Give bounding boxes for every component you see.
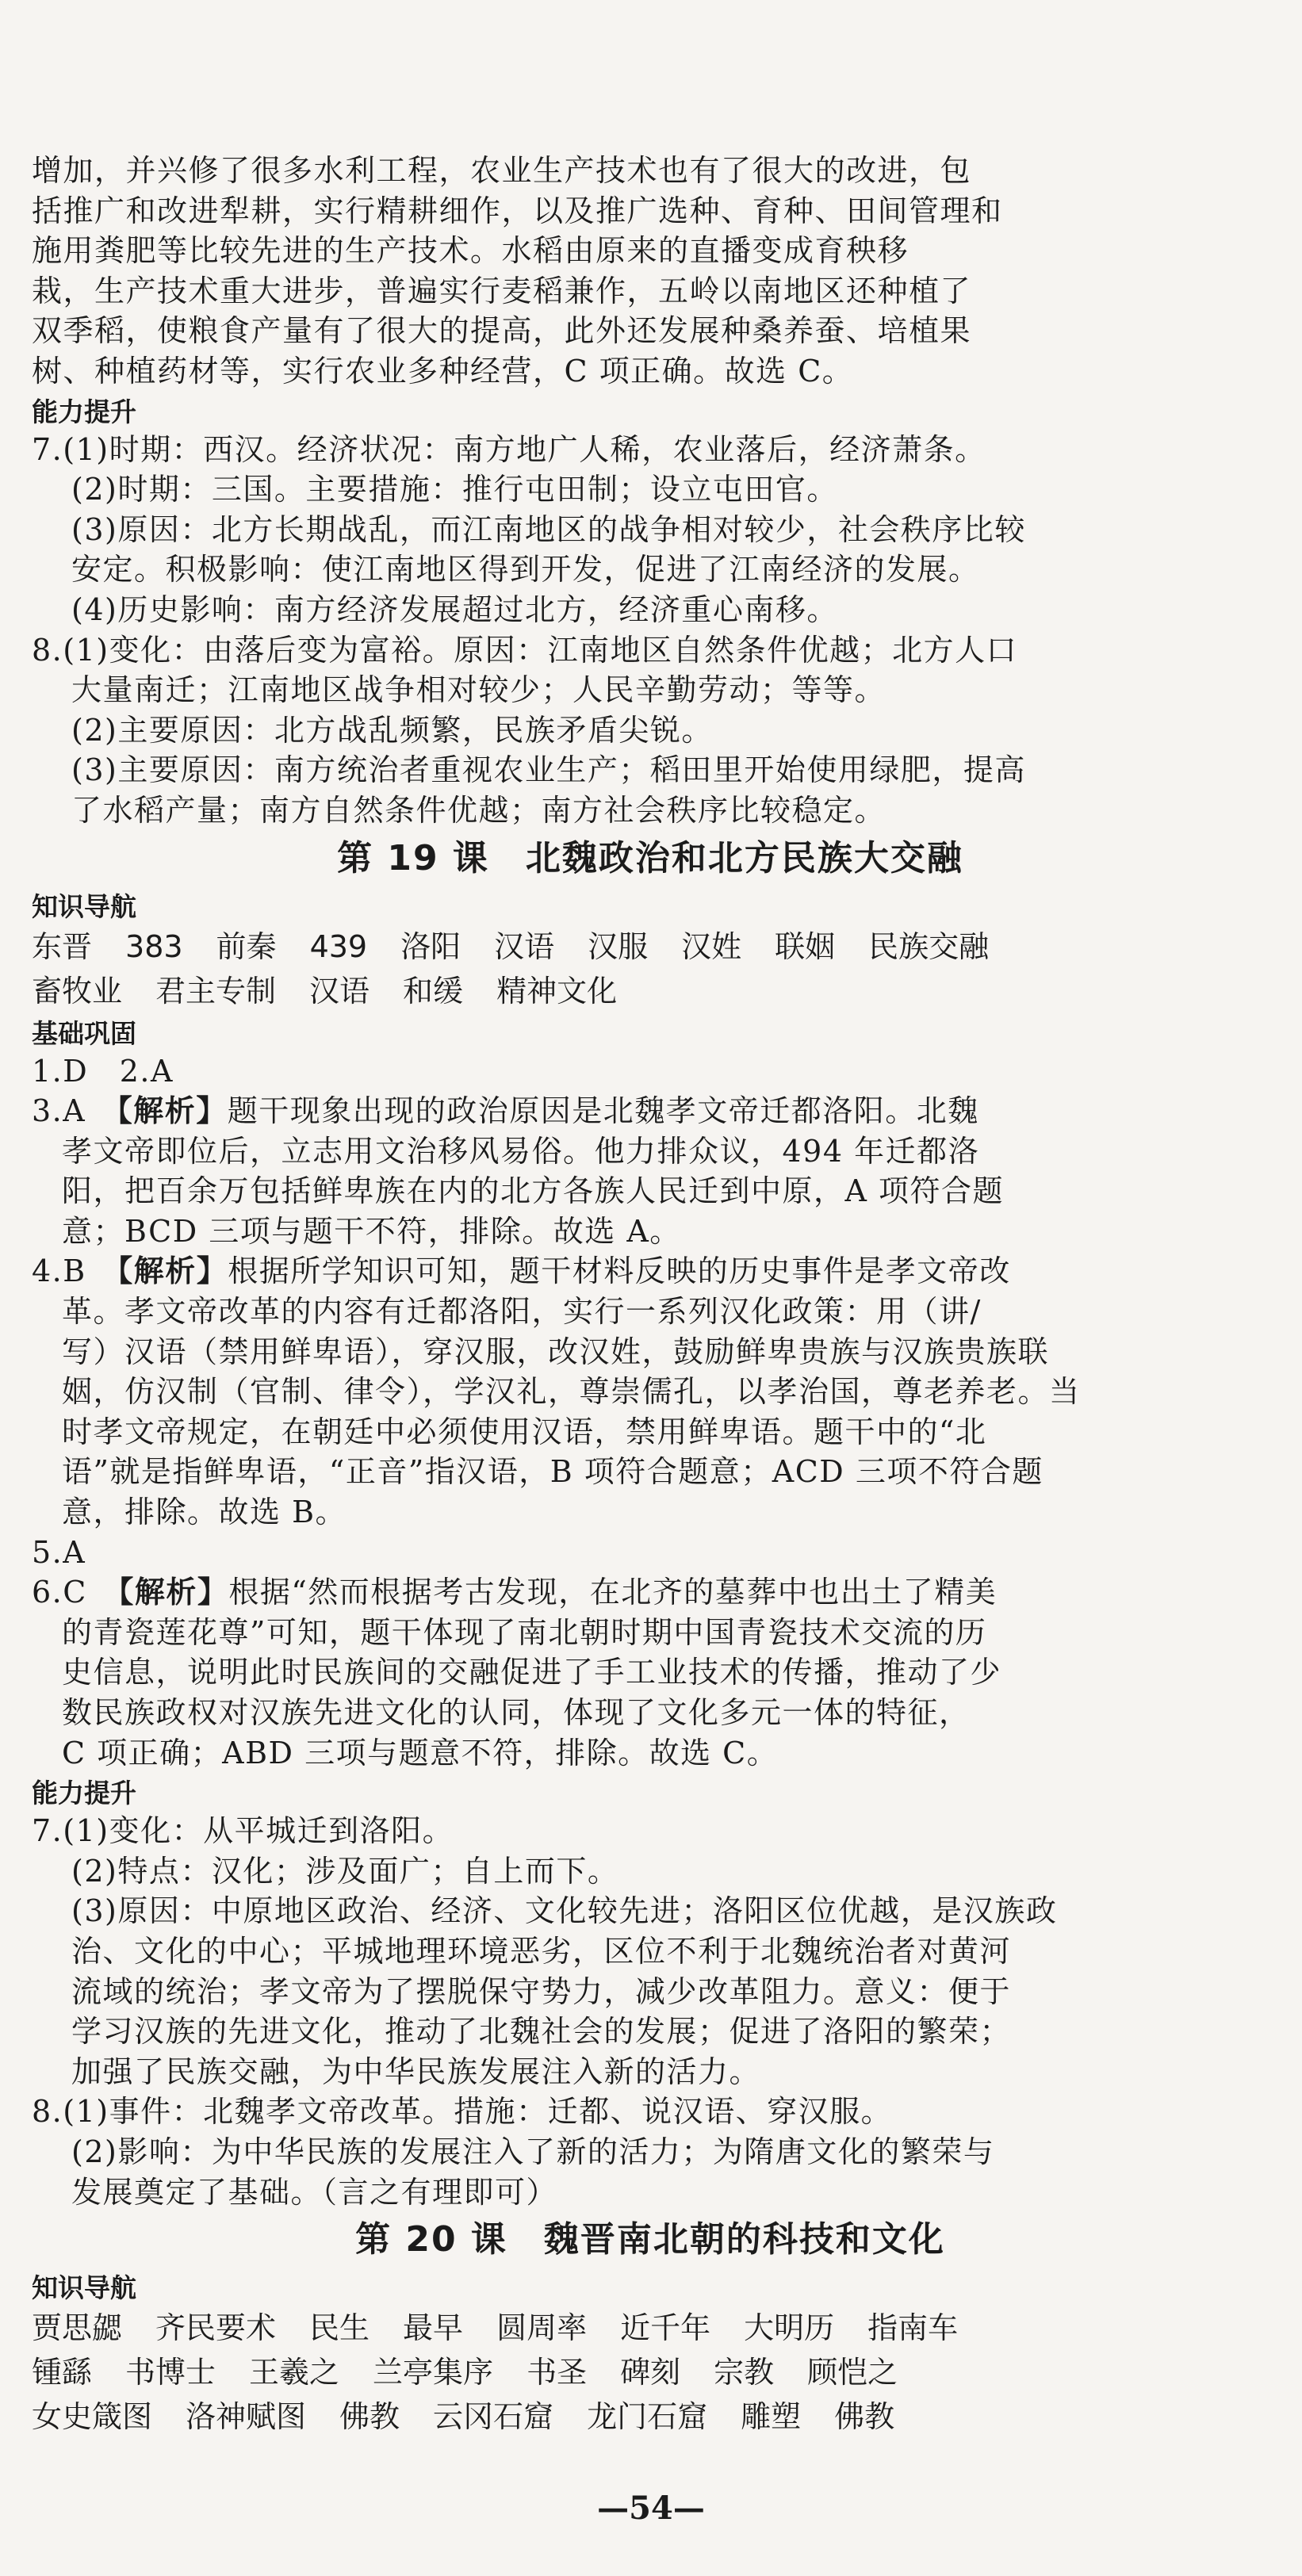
text-line: 栽，生产技术重大进步，普遍实行麦稻兼作，五岭以南地区还种植了 [32,273,972,308]
text-line: (2)主要原因：北方战乱频繁，民族矛盾尖锐。 [71,712,713,748]
text-line: 时孝文帝规定，在朝廷中必须使用汉语，禁用鲜卑语。题干中的“北 [62,1414,987,1449]
text-line: 括推广和改进犁耕，实行精耕细作，以及推广选种、育种、田间管理和 [32,193,1003,228]
keyword-row [32,969,1269,1013]
keyword: 精神文化 [496,973,618,1009]
answer-page [32,151,1269,2439]
text-line: 7.(1)时期：西汉。经济状况：南方地广人稀，农业落后，经济萧条。 [32,431,986,467]
answer-1-2: 1.D 2.A [32,1053,174,1089]
keyword: 大明历 [744,2310,835,2346]
text-line: 大量南迁；江南地区战争相对较少；人民辛勤劳动；等等。 [71,672,887,708]
keyword: 洛神赋图 [186,2399,307,2435]
answer-6 [32,1572,1269,1773]
keyword: 书博士 [125,2355,216,2390]
keyword: 宗教 [714,2355,775,2390]
text-line: 史信息，说明此时民族间的交融促进了手工业技术的传播，推动了少 [62,1655,1002,1690]
text-line: 写）汉语（禁用鲜卑语），穿汉服，改汉姓，鼓励鲜卑贵族与汉族贵族联 [62,1334,1050,1369]
question-8 [32,630,1269,831]
analysis-tag: 【解析】 [117,1254,228,1289]
keyword: 王羲之 [249,2355,340,2390]
keyword: 汉姓 [681,928,742,964]
section-heading: 能力提升 [32,396,136,427]
keyword: 指南车 [867,2310,959,2346]
text-line: 题干现象出现的政治原因是北魏孝文帝迁都洛阳。北魏 [227,1093,979,1129]
keyword: 顾恺之 [807,2355,898,2390]
keyword: 佛教 [834,2399,895,2435]
analysis-tag: 【解析】 [117,1093,228,1129]
keyword: 近千年 [620,2310,711,2346]
text-line: (2)影响：为中华民族的发展注入了新的活力；为隋唐文化的繁荣与 [71,2134,995,2169]
keyword: 圆周率 [496,2310,588,2346]
keyword: 民生 [309,2310,370,2346]
text-line: 发展奠定了基础。（言之有理即可） [71,2174,558,2210]
keyword: 碑刻 [620,2355,681,2390]
lesson-title: 第 20 课 魏晋南北朝的科技和文化 [355,2219,945,2260]
text-line: C 项正确；ABD 三项与题意不符，排除。故选 C。 [62,1735,779,1770]
keyword: 雕塑 [741,2399,802,2435]
keyword: 383 [125,928,183,964]
section-heading: 能力提升 [32,1778,136,1809]
section-heading: 基础巩固 [32,1017,136,1049]
text-line: (2)特点：汉化；涉及面广；自上而下。 [71,1853,619,1889]
answer-4 [32,1251,1269,1532]
keyword: 佛教 [339,2399,400,2435]
keyword: 女史箴图 [32,2399,153,2435]
keyword: 民族交融 [868,928,990,964]
text-line: 7.(1)变化：从平城迁到洛阳。 [32,1813,454,1849]
text-line: 孝文帝即位后，立志用文治移风易俗。他力排众议，494 年迁都洛 [62,1133,980,1169]
text-line: 根据“然而根据考古发现，在北齐的墓葬中也出土了精美 [228,1575,998,1610]
keyword-row [32,924,1269,969]
keyword: 畜牧业 [32,973,123,1009]
answer-5: 5.A [32,1534,86,1570]
text-line: 姻，仿汉制（官制、律令），学汉礼，尊崇儒孔，以孝治国，尊老养老。当 [62,1374,1081,1410]
keyword: 联姻 [775,928,836,964]
keyword-row [32,2394,1269,2439]
lesson-title: 第 19 课 北魏政治和北方民族大交融 [337,837,963,878]
text-line: 语”就是指鲜卑语，“正音”指汉语，B 项符合题意；ACD 三项不符合题 [62,1454,1044,1490]
answer-choice: 6.C [32,1575,87,1610]
text-line: (3)原因：北方长期战乱，而江南地区的战争相对较少，社会秩序比较 [71,511,1026,547]
text-line: (2)时期：三国。主要措施：推行屯田制；设立屯田官。 [71,472,838,507]
keyword: 前秦 [216,928,277,964]
section-heading: 知识导航 [32,890,136,922]
text-line: 了水稻产量；南方自然条件优越；南方社会秩序比较稳定。 [71,792,887,828]
keyword: 汉语 [309,973,370,1009]
text-line: 加强了民族交融，为中华民族发展注入新的活力。 [71,2054,761,2089]
keyword: 君主专制 [155,973,277,1009]
text-line: 革。孝文帝改革的内容有迁都洛阳，实行一系列汉化政策：用（讲/ [62,1294,982,1330]
question-8b [32,2092,1269,2212]
text-line: 根据所学知识可知，题干材料反映的历史事件是孝文帝改 [228,1254,1011,1289]
keyword: 龙门石窟 [587,2399,708,2435]
text-line: 8.(1)变化：由落后变为富裕。原因：江南地区自然条件优越；北方人口 [32,632,1018,668]
page-number: —54— [597,2490,705,2527]
keyword: 439 [309,928,368,964]
text-line: 的青瓷莲花尊”可知，题干体现了南北朝时期中国青瓷技术交流的历 [62,1614,987,1650]
text-line: 树、种植药材等，实行农业多种经营，C 项正确。故选 C。 [32,353,854,389]
keyword: 东晋 [32,928,93,964]
text-line: 双季稻，使粮食产量有了很大的提高，此外还发展种桑养蚕、培植果 [32,313,972,349]
keyword: 洛阳 [400,928,461,964]
keyword: 贾思勰 [32,2310,123,2346]
text-line: 治、文化的中心；平城地理环境恶劣，区位不利于北魏统治者对黄河 [71,1933,1012,1969]
top-paragraph [32,151,1269,392]
keyword: 汉服 [588,928,649,964]
text-line: 意；BCD 三项与题干不符，排除。故选 A。 [62,1213,681,1249]
text-line: 流域的统治；孝文帝为了摆脱保守势力，减少改革阻力。意义：便于 [71,1973,1012,2009]
analysis-tag: 【解析】 [118,1575,229,1610]
text-line: 安定。积极影响：使江南地区得到开发，促进了江南经济的发展。 [71,552,980,588]
keyword: 云冈石窟 [433,2399,554,2435]
keyword: 最早 [403,2310,464,2346]
answer-choice: 4.B [32,1254,86,1289]
section-heading: 知识导航 [32,2272,136,2304]
text-line: 学习汉族的先进文化，推动了北魏社会的发展；促进了洛阳的繁荣； [71,2014,1012,2050]
keyword: 兰亭集序 [373,2355,494,2390]
text-line: 意，排除。故选 B。 [62,1495,347,1530]
keyword: 齐民要术 [155,2310,277,2346]
text-line: (3)原因：中原地区政治、经济、文化较先进；洛阳区位优越，是汉族政 [71,1893,1058,1929]
keyword: 锺繇 [32,2355,93,2390]
keyword: 书圣 [527,2355,588,2390]
question-7 [32,430,1269,630]
text-line: 8.(1)事件：北魏孝文帝改革。措施：迁都、说汉语、穿汉服。 [32,2094,893,2130]
answer-3 [32,1091,1269,1251]
text-line: 施用粪肥等比较先进的生产技术。水稻由原来的直播变成育秧移 [32,233,909,269]
text-line: 增加，并兴修了很多水利工程，农业生产技术也有了很大的改进，包 [32,153,972,188]
text-line: 阳，把百余万包括鲜卑族在内的北方各族人民迁到中原，A 项符合题 [62,1173,1005,1209]
keyword: 和缓 [403,973,464,1009]
text-line: 数民族政权对汉族先进文化的认同，体现了文化多元一体的特征， [62,1695,971,1730]
keyword-row [32,2350,1269,2394]
question-7b [32,1811,1269,2092]
text-line: (4)历史影响：南方经济发展超过北方，经济重心南移。 [71,591,838,627]
keyword: 汉语 [494,928,555,964]
keyword-row [32,2306,1269,2350]
answer-choice: 3.A [32,1093,86,1129]
text-line: (3)主要原因：南方统治者重视农业生产；稻田里开始使用绿肥，提高 [71,752,1026,788]
